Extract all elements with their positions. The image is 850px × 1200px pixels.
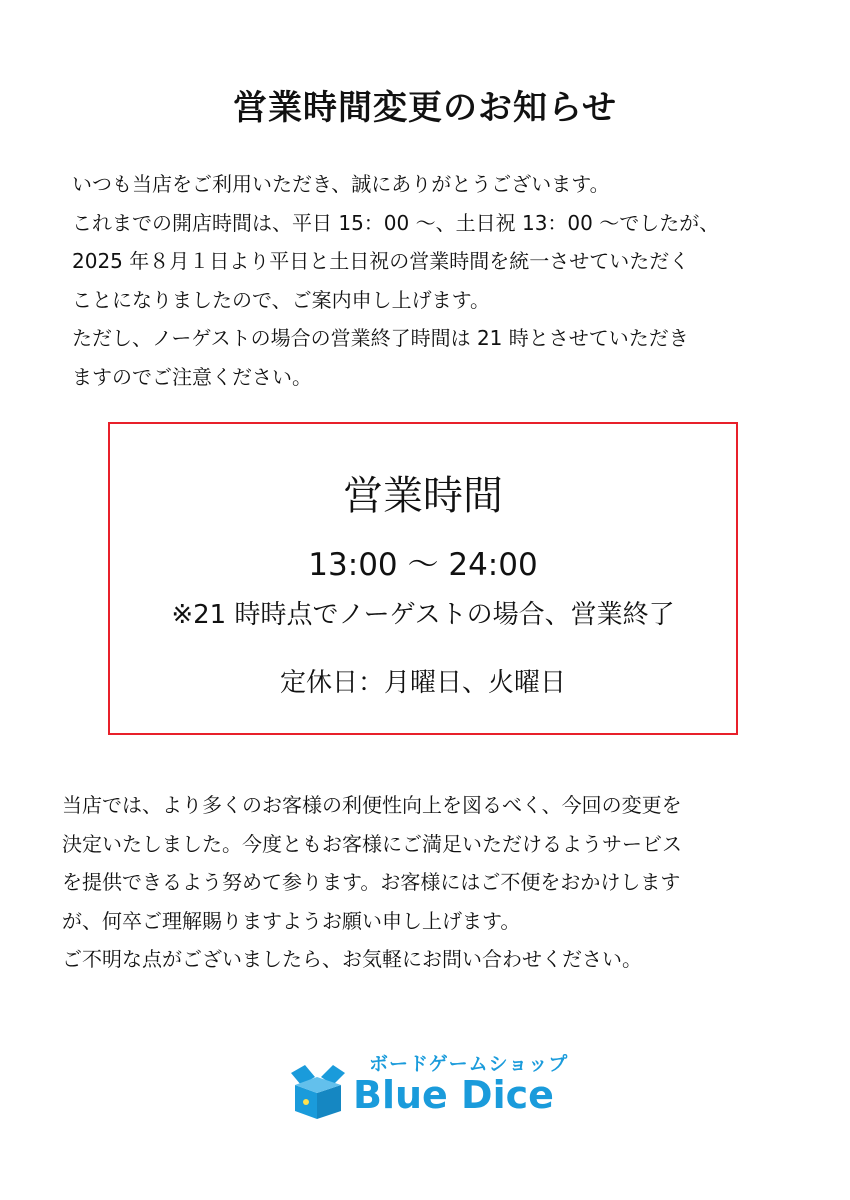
intro-line: ことになりましたので、ご案内申し上げます。 — [72, 287, 490, 312]
intro-line: 2025 年８月１日より平日と土日祝の営業時間を統一させていただく — [72, 249, 690, 273]
logo-subtitle: ボードゲームショップ — [369, 1053, 569, 1075]
dice-box-icon — [287, 1063, 349, 1121]
intro-line: ただし、ノーゲストの場合の営業終了時間は 21 時とさせていただき — [72, 326, 689, 350]
business-hours-box — [108, 422, 738, 735]
intro-line: これまでの開店時間は、平日 15：00 〜、土日祝 13：00 〜でしたが、 — [72, 210, 720, 235]
hours-heading: 営業時間 — [343, 473, 503, 519]
shop-logo — [287, 1045, 577, 1125]
closing-paragraph — [62, 786, 792, 979]
intro-line: いつも当店をご利用いただき、誠にありがとうございます。 — [72, 172, 610, 196]
page-title: 営業時間変更のお知らせ — [233, 88, 617, 128]
outro-line: 決定いたしました。今度ともお客様にご満足いただけるようサービス — [62, 831, 682, 856]
outro-line: が、何卒ご理解賜りますようお願い申し上げます。 — [62, 908, 521, 933]
intro-paragraph — [72, 165, 782, 396]
outro-line: ご不明な点がございましたら、お気軽にお問い合わせください。 — [62, 947, 642, 971]
hours-note: ※21 時時点でノーゲストの場合、営業終了 — [171, 600, 675, 630]
closed-days: 定休日：月曜日、火曜日 — [279, 668, 566, 698]
hours-range: 13:00 〜 24:00 — [308, 547, 538, 583]
logo-name: Blue Dice — [353, 1073, 554, 1117]
outro-line: を提供できるよう努めて参ります。お客様にはご不便をおかけします — [62, 870, 681, 894]
outro-line: 当店では、より多くのお客様の利便性向上を図るべく、今回の変更を — [62, 793, 682, 817]
intro-line: ますのでご注意ください。 — [72, 364, 312, 389]
